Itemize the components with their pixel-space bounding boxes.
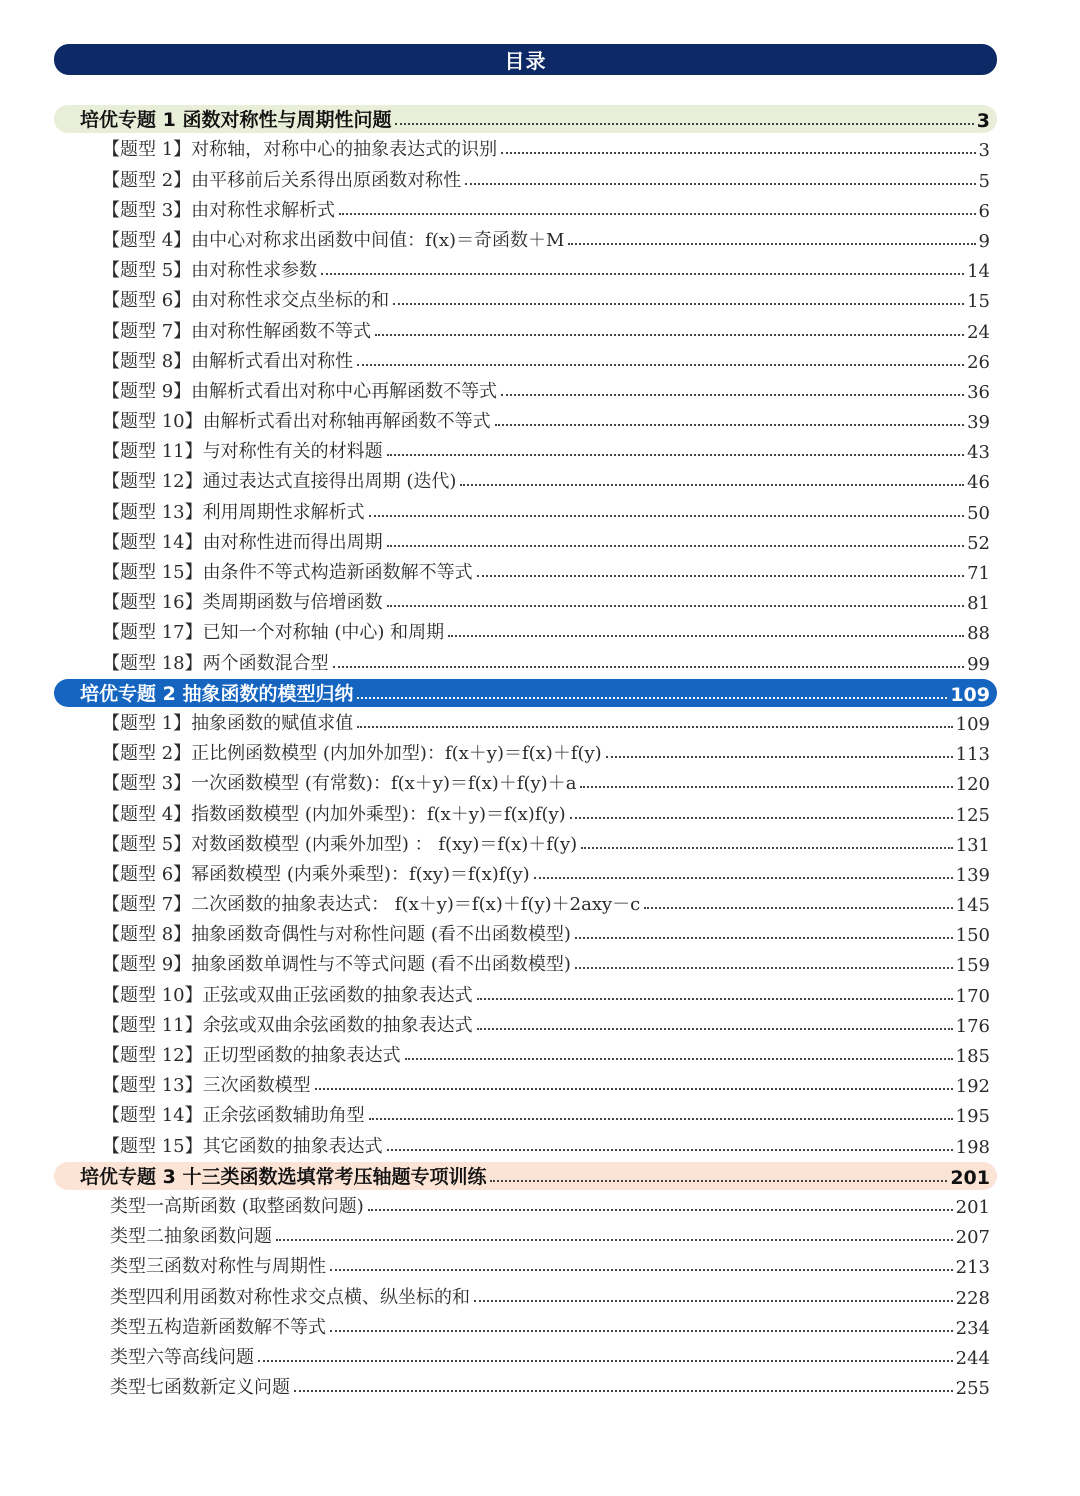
toc-entry[interactable]: [0, 1070, 1080, 1100]
toc-entry[interactable]: [0, 798, 1080, 828]
toc-page-number: 176: [955, 1015, 990, 1037]
toc-section-label: 培优专题 1 函数对称性与周期性问题: [80, 109, 392, 132]
toc-entry[interactable]: [0, 406, 1080, 436]
dot-leader: [357, 364, 964, 366]
dot-leader: [395, 123, 973, 125]
dot-leader: [393, 303, 964, 305]
toc-entry[interactable]: [0, 527, 1080, 557]
toc-entry-label: 【题型 6】幂函数模型 (内乘外乘型)：f(xy)＝f(x)f(y): [102, 863, 530, 885]
toc-page-number: 52: [967, 532, 990, 554]
toc-entry-label: 类型一高斯函数 (取整函数问题): [110, 1195, 364, 1217]
toc-page-number: 88: [967, 623, 990, 645]
dot-leader: [339, 213, 975, 215]
toc-page-number: 6: [978, 200, 990, 222]
toc-entry-label: 【题型 11】余弦或双曲余弦函数的抽象表达式: [102, 1014, 473, 1036]
table-of-contents: [0, 104, 1080, 1402]
toc-page-number: 192: [955, 1076, 990, 1098]
toc-entry[interactable]: [0, 285, 1080, 315]
dot-leader: [501, 394, 964, 396]
toc-page-number: 9: [978, 230, 990, 252]
toc-page-number: 113: [955, 744, 990, 766]
dot-leader: [575, 967, 953, 969]
dot-leader: [575, 937, 953, 939]
dot-leader: [474, 1300, 953, 1302]
dot-leader: [606, 756, 953, 758]
toc-entry[interactable]: [0, 134, 1080, 164]
toc-entry-label: 【题型 4】指数函数模型 (内加外乘型)：f(x＋y)＝f(x)f(y): [102, 803, 566, 825]
dot-leader: [357, 726, 952, 728]
toc-page-number: 255: [955, 1378, 990, 1400]
toc-entry-label: 类型三函数对称性与周期性: [110, 1256, 326, 1278]
toc-page-number: 26: [967, 351, 990, 373]
toc-page-number: 50: [967, 502, 990, 524]
toc-page-number: 81: [967, 593, 990, 615]
toc-entry-label: 【题型 14】正余弦函数辅助角型: [102, 1105, 365, 1127]
toc-page-number: 228: [955, 1287, 990, 1309]
toc-entry-label: 【题型 18】两个函数混合型: [102, 652, 329, 674]
toc-page-number: 109: [950, 683, 990, 706]
toc-entry-label: 类型五构造新函数解不等式: [110, 1316, 326, 1338]
toc-entry[interactable]: [0, 859, 1080, 889]
toc-page-number: 244: [955, 1347, 990, 1369]
toc-entry[interactable]: [0, 195, 1080, 225]
toc-entry[interactable]: [0, 979, 1080, 1009]
toc-entry[interactable]: [0, 557, 1080, 587]
dot-leader: [581, 847, 952, 849]
toc-title: 目录: [504, 49, 547, 73]
toc-page-number: 201: [950, 1166, 990, 1189]
toc-entry-label: 【题型 8】由解析式看出对称性: [102, 350, 354, 372]
toc-entry-label: 【题型 7】由对称性解函数不等式: [102, 320, 372, 342]
toc-entry[interactable]: [0, 1372, 1080, 1402]
toc-entry[interactable]: [0, 647, 1080, 677]
dot-leader: [258, 1360, 953, 1362]
toc-page-number: 234: [955, 1317, 990, 1339]
toc-entry[interactable]: [0, 346, 1080, 376]
toc-entry-label: 【题型 7】二次函数的抽象表达式： f(x＋y)＝f(x)＋f(y)＋2axy－c: [102, 894, 641, 916]
toc-page-number: 46: [967, 472, 990, 494]
toc-entry-label: 【题型 12】通过表达式直接得出周期 (迭代): [102, 471, 457, 493]
toc-page-number: 3: [976, 110, 990, 133]
toc-entry-label: 【题型 1】抽象函数的赋值求值: [102, 712, 354, 734]
toc-section-label: 培优专题 2 抽象函数的模型归纳: [80, 682, 354, 705]
toc-section-1[interactable]: [0, 104, 1080, 134]
toc-entry-label: 【题型 1】对称轴，对称中心的抽象表达式的识别: [102, 139, 498, 161]
dot-leader: [465, 183, 975, 185]
toc-entry-label: 类型六等高线问题: [110, 1346, 254, 1368]
toc-entry[interactable]: [0, 1191, 1080, 1221]
dot-leader: [405, 1058, 953, 1060]
dot-leader: [294, 1390, 953, 1392]
toc-entry[interactable]: [0, 708, 1080, 738]
toc-entry-label: 【题型 13】利用周期性求解析式: [102, 501, 365, 523]
toc-entry-label: 【题型 11】与对称性有关的材料题: [102, 441, 383, 463]
toc-page-number: 5: [978, 170, 990, 192]
toc-entry-label: 类型二抽象函数问题: [110, 1226, 272, 1248]
dot-leader: [387, 605, 964, 607]
dot-leader: [357, 697, 947, 699]
toc-section-label: 培优专题 3 十三类函数选填常考压轴题专项训练: [80, 1165, 487, 1188]
toc-entry[interactable]: [0, 1221, 1080, 1251]
toc-page-number: 43: [967, 442, 990, 464]
toc-page-number: 3: [978, 140, 990, 162]
toc-page-number: 207: [955, 1227, 990, 1249]
toc-entry[interactable]: [0, 829, 1080, 859]
toc-entry[interactable]: [0, 617, 1080, 647]
dot-leader: [501, 152, 975, 154]
toc-entry[interactable]: [0, 496, 1080, 526]
dot-leader: [644, 907, 952, 909]
dot-leader: [333, 666, 964, 668]
toc-page-number: 139: [955, 864, 990, 886]
toc-entry-label: 【题型 12】正切型函数的抽象表达式: [102, 1045, 401, 1066]
toc-entry[interactable]: [0, 1100, 1080, 1130]
toc-title-bar: [54, 44, 997, 75]
toc-entry[interactable]: [0, 1040, 1080, 1070]
toc-page-number: 195: [955, 1106, 990, 1128]
dot-leader: [448, 635, 964, 637]
toc-page-number: 39: [967, 412, 990, 434]
dot-leader: [315, 1088, 953, 1090]
toc-page-number: 198: [955, 1136, 990, 1158]
dot-leader: [321, 273, 964, 275]
dot-leader: [276, 1239, 953, 1241]
dot-leader: [568, 243, 975, 245]
toc-entry-label: 【题型 9】抽象函数单调性与不等式问题 (看不出函数模型): [102, 954, 571, 976]
toc-section-3[interactable]: [0, 1161, 1080, 1191]
toc-entry[interactable]: [0, 889, 1080, 919]
toc-page-number: 131: [955, 834, 990, 856]
dot-leader: [580, 786, 952, 788]
toc-entry-label: 【题型 9】由解析式看出对称中心再解函数不等式: [102, 380, 498, 402]
toc-entry[interactable]: [0, 1312, 1080, 1342]
toc-entry-label: 【题型 13】三次函数模型: [102, 1075, 311, 1097]
dot-leader: [369, 1118, 953, 1120]
toc-page-number: 150: [955, 925, 990, 947]
toc-entry-label: 【题型 4】由中心对称求出函数中间值：f(x)＝奇函数＋M: [102, 229, 565, 251]
toc-entry-label: 【题型 15】其它函数的抽象表达式: [102, 1135, 383, 1157]
toc-page-number: 15: [967, 291, 990, 313]
dot-leader: [369, 515, 964, 517]
toc-entry-label: 【题型 3】一次函数模型 (有常数)：f(x＋y)＝f(x)＋f(y)＋a: [102, 773, 577, 795]
toc-page-number: 36: [967, 381, 990, 403]
toc-entry[interactable]: [0, 768, 1080, 798]
dot-leader: [387, 1149, 953, 1151]
toc-entry-label: 类型四利用函数对称性求交点横、纵坐标的和: [110, 1286, 470, 1308]
toc-page-number: 99: [967, 653, 990, 675]
toc-page-number: 159: [955, 955, 990, 977]
toc-entry[interactable]: [0, 164, 1080, 194]
dot-leader: [375, 334, 964, 336]
toc-page-number: 109: [955, 713, 990, 735]
toc-entry[interactable]: [0, 376, 1080, 406]
toc-entry[interactable]: [0, 1342, 1080, 1372]
dot-leader: [460, 484, 964, 486]
toc-section-2[interactable]: [0, 678, 1080, 708]
toc-entry[interactable]: [0, 949, 1080, 979]
toc-entry[interactable]: [0, 1251, 1080, 1281]
toc-entry-label: 【题型 8】抽象函数奇偶性与对称性问题 (看不出函数模型): [102, 924, 571, 946]
toc-page-number: 213: [955, 1257, 990, 1279]
toc-entry[interactable]: [0, 738, 1080, 768]
dot-leader: [330, 1330, 953, 1332]
dot-leader: [534, 877, 953, 879]
dot-leader: [490, 1180, 947, 1182]
toc-entry-label: 类型七函数新定义问题: [110, 1377, 290, 1399]
dot-leader: [368, 1209, 953, 1211]
toc-page-number: 14: [967, 261, 990, 283]
dot-leader: [477, 1028, 953, 1030]
dot-leader: [330, 1269, 953, 1271]
toc-entry-label: 【题型 3】由对称性求解析式: [102, 199, 336, 221]
toc-entry-label: 【题型 15】由条件不等式构造新函数解不等式: [102, 562, 473, 583]
toc-entry[interactable]: [0, 436, 1080, 466]
toc-entry-label: 【题型 2】由平移前后关系得出原函数对称性: [102, 169, 462, 191]
toc-entry[interactable]: [0, 225, 1080, 255]
toc-page-number: 185: [955, 1046, 990, 1067]
dot-leader: [495, 424, 964, 426]
toc-page-number: 201: [955, 1196, 990, 1218]
toc-entry-label: 【题型 10】正弦或双曲正弦函数的抽象表达式: [102, 984, 473, 1006]
toc-entry-label: 【题型 17】已知一个对称轴 (中心) 和周期: [102, 622, 445, 644]
dot-leader: [570, 817, 953, 819]
dot-leader: [387, 454, 964, 456]
toc-entry-label: 【题型 16】类周期函数与倍增函数: [102, 592, 383, 614]
dot-leader: [477, 575, 964, 577]
toc-entry[interactable]: [0, 919, 1080, 949]
toc-page-number: 170: [955, 985, 990, 1007]
toc-page-number: 24: [967, 321, 990, 343]
toc-page-number: 71: [967, 563, 990, 584]
toc-page-number: 120: [955, 774, 990, 796]
toc-entry[interactable]: [0, 315, 1080, 345]
toc-page-number: 145: [955, 895, 990, 917]
toc-entry-label: 【题型 14】由对称性进而得出周期: [102, 531, 383, 553]
toc-entry[interactable]: [0, 466, 1080, 496]
toc-entry-label: 【题型 5】由对称性求参数: [102, 260, 318, 282]
toc-entry[interactable]: [0, 1130, 1080, 1160]
toc-entry-label: 【题型 5】对数函数模型 (内乘外加型) ： f(xy)＝f(x)＋f(y): [102, 833, 578, 855]
dot-leader: [387, 545, 964, 547]
toc-entry-label: 【题型 10】由解析式看出对称轴再解函数不等式: [102, 411, 491, 433]
toc-entry[interactable]: [0, 1281, 1080, 1311]
toc-entry[interactable]: [0, 587, 1080, 617]
toc-page-number: 125: [955, 804, 990, 826]
toc-entry-label: 【题型 2】正比例函数模型 (内加外加型)：f(x＋y)＝f(x)＋f(y): [102, 743, 602, 765]
dot-leader: [477, 998, 953, 1000]
toc-entry[interactable]: [0, 255, 1080, 285]
toc-entry-label: 【题型 6】由对称性求交点坐标的和: [102, 290, 390, 312]
toc-entry[interactable]: [0, 1010, 1080, 1040]
